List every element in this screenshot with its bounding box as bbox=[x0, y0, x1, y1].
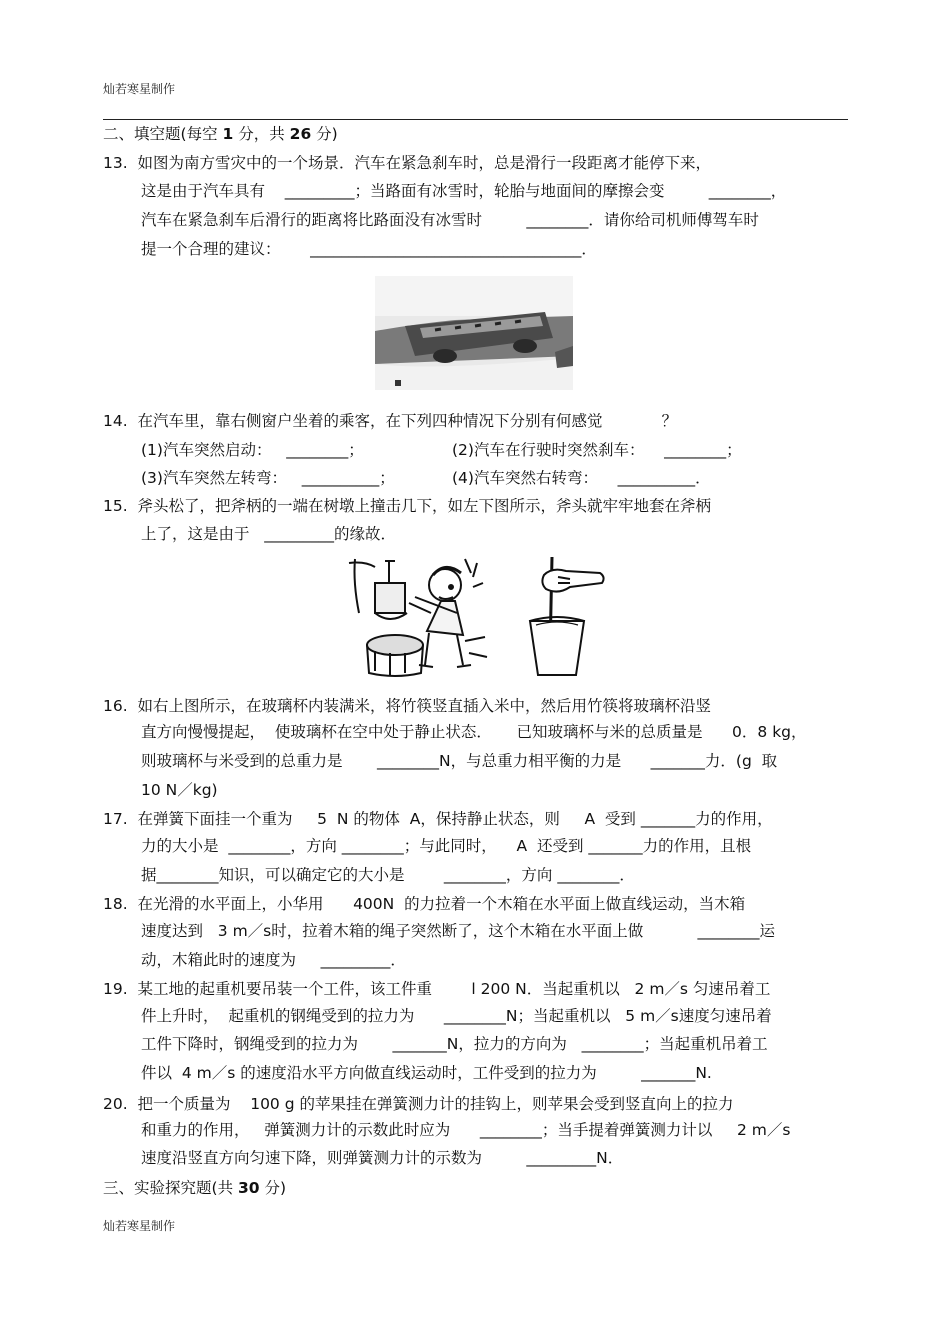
section3-heading bbox=[103, 1177, 286, 1199]
q16-line4: 10 N／kg) bbox=[141, 781, 218, 799]
section2-total: 26 bbox=[289, 125, 312, 143]
chopstick-cup-illustration bbox=[522, 553, 608, 679]
q13-line4: 提一个合理的建议： ___________________________________． bbox=[141, 240, 597, 258]
q14-item4: (4)汽车突然右转弯： __________． bbox=[452, 469, 711, 487]
q19-line4: 件以 4 m／s 的速度沿水平方向做直线运动时，工件受到的拉力为 _______N. bbox=[141, 1064, 712, 1082]
q16-line2: 直方向慢慢提起， 使玻璃杯在空中处于静止状态． 已知玻璃杯与米的总质量是 0．8 kg， bbox=[141, 723, 807, 741]
section2-score-open: (每空 bbox=[180, 125, 223, 143]
q19-line3: 工件下降时，钢绳受到的拉力为 _______N，拉力的方向为 ________；当起重机吊着工 bbox=[141, 1035, 768, 1053]
q18-line1: 18. 在光滑的水平面上，小华用 400N 的力拉着一个木箱在水平面上做直线运动，当木箱 bbox=[103, 895, 746, 913]
q14-item3: (3)汽车突然左转弯： __________； bbox=[141, 469, 395, 487]
q14-item1: (1)汽车突然启动： ________； bbox=[141, 441, 364, 459]
axe-stump-illustration bbox=[345, 553, 493, 679]
q20-line2: 和重力的作用， 弹簧测力计的示数此时应为 ________；当手提着弹簧测力计以 2 m／s bbox=[141, 1121, 791, 1139]
q18-line3: 动，木箱此时的速度为 _________． bbox=[141, 951, 406, 969]
q19-line2: 件上升时， 起重机的钢绳受到的拉力为 ________N；当起重机以 5 m／s速度匀速吊着 bbox=[141, 1007, 772, 1025]
section3-score-close: 分) bbox=[259, 1179, 287, 1197]
section3-total: 30 bbox=[238, 1179, 260, 1197]
q14-line1: 14. 在汽车里，靠右侧窗户坐着的乘客，在下列四种情况下分别有何感觉 ？ bbox=[103, 412, 678, 430]
q17-line3: 据________知识，可以确定它的大小是 ________，方向 ________． bbox=[141, 866, 635, 884]
q20-line3: 速度沿竖直方向匀速下降，则弹簧测力计的示数为 _________N． bbox=[141, 1149, 624, 1167]
q15-line2: 上了，这是由于 _________的缘故． bbox=[141, 525, 397, 543]
section3-score-open: (共 bbox=[211, 1179, 238, 1197]
section2-score-mid: 分，共 bbox=[233, 125, 290, 143]
snow-bus-photo bbox=[375, 276, 573, 390]
q13-line2: 这是由于汽车具有 _________；当路面有冰雪时，轮胎与地面间的摩擦会变 ________， bbox=[141, 182, 787, 200]
q13-line1: 13. 如图为南方雪灾中的一个场景．汽车在紧急刹车时，总是滑行一段距离才能停下来， bbox=[103, 154, 712, 172]
section2-per-blank: 1 bbox=[222, 125, 234, 143]
q20-line1: 20. 把一个质量为 100 g 的苹果挂在弹簧测力计的挂钩上，则苹果会受到竖直向上的拉力 bbox=[103, 1095, 734, 1113]
q17-line1: 17. 在弹簧下面挂一个重为 5 N 的物体 A，保持静止状态，则 A 受到 _______力的作用， bbox=[103, 810, 773, 828]
section3-title: 三、实验探究题 bbox=[103, 1179, 212, 1197]
q18-line2: 速度达到 3 m／s时，拉着木箱的绳子突然断了，这个木箱在水平面上做 ________运 bbox=[141, 922, 775, 940]
q19-line1: 19. 某工地的起重机要吊装一个工件，该工件重 l 200 N．当起重机以 2 m／s 匀速吊着工 bbox=[103, 980, 771, 998]
q16-line1: 16. 如右上图所示，在玻璃杯内装满米，将竹筷竖直插入米中，然后用竹筷将玻璃杯沿竖 bbox=[103, 697, 712, 715]
q14-item2: (2)汽车在行驶时突然刹车： ________； bbox=[452, 441, 742, 459]
q17-line2: 力的大小是 ________，方向 ________；与此同时， A 还受到 _______力的作用，且根 bbox=[141, 837, 752, 855]
footer-watermark: 灿若寒星制作 bbox=[103, 1219, 176, 1233]
section2-score-close: 分) bbox=[311, 125, 338, 143]
q13-line3: 汽车在紧急刹车后滑行的距离将比路面没有冰雪时 ________．请你给司机师傅驾车时 bbox=[141, 211, 759, 229]
q16-line3: 则玻璃杯与米受到的总重力是 ________N，与总重力相平衡的力是 _______力．(g 取 bbox=[141, 752, 778, 770]
section2-heading bbox=[103, 123, 338, 145]
header-watermark: 灿若寒星制作 bbox=[103, 82, 176, 96]
header-rule bbox=[103, 119, 848, 120]
section2-title: 二、填空题 bbox=[103, 125, 181, 143]
q15-line1: 15. 斧头松了，把斧柄的一端在树墩上撞击几下，如左下图所示，斧头就牢牢地套在斧柄 bbox=[103, 497, 712, 515]
